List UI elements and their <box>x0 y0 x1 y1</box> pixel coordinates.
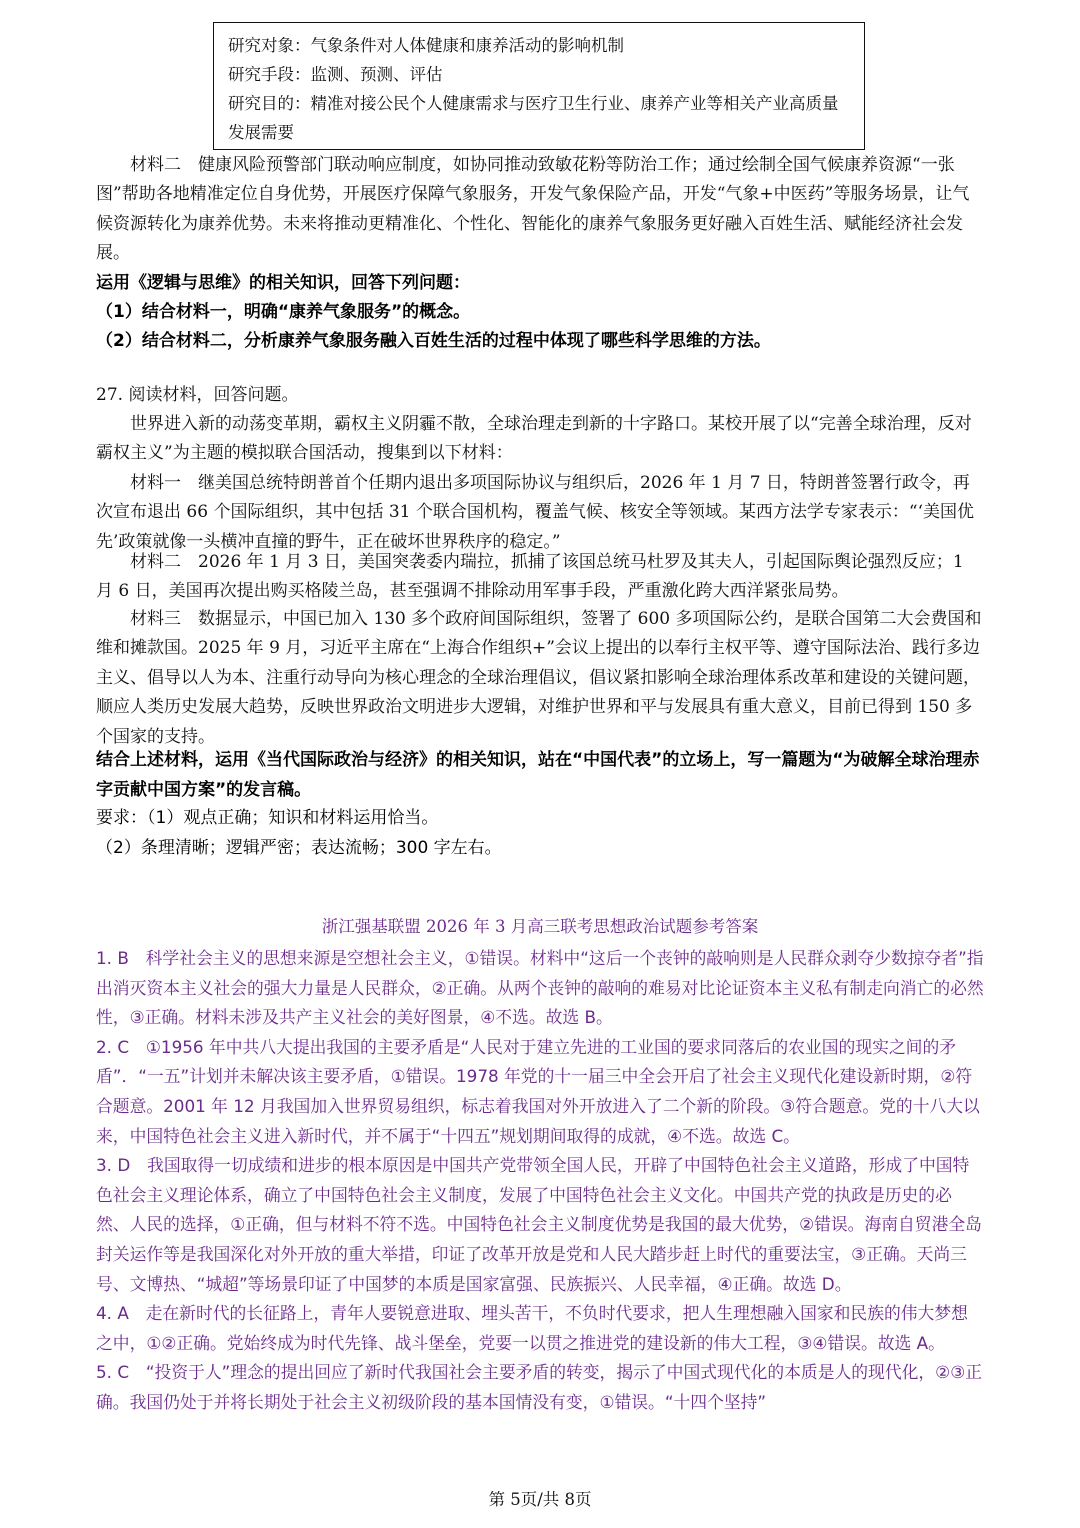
material-two-paragraph: 材料二 健康风险预警部门联动响应制度，如协同推动致敏花粉等防治工作；通过绘制全国气候康养资源“一张图”帮助各地精准定位自身优势，开展医疗保障气象服务，开发气象保险产品，开发“气象+中医药”等服务场景，让气候资源转化为康养优势。未来将推动更精准化、个性化、智能化的康养气象服务更好融入百姓生活、赋能经济社会发展。 <box>96 155 970 264</box>
answer-1: 1. B 科学社会主义的思想来源是空想社会主义，①错误。材料中“这后一个丧钟的敲响则是人民群众剥夺少数掠夺者”指出消灭资本主义社会的强大力量是人民群众，②正确。从两个丧钟的敲响的难易对比论证资本主义私有制走向消亡的必然性，③正确。材料未涉及共产主义社会的美好图景，④不选。故选 B。 <box>96 948 984 1028</box>
q27-material-3: 材料三 数据显示，中国已加入 130 多个政府间国际组织，签署了 600 多项国际公约，是联合国第二大会费国和维和摊款国。2025 年 9 月，习近平主席在“上海合作组织+”会议上提出的以奉行主权平等、遵守国际法治、践行多边主义、倡导以人为本、注重行动导向为核心理念的全球治理倡议，倡议紧扣影响全球治理体系改革和建设的关键问题，顺应人类历史发展大趋势，反映世界政治文明进步大逻辑，对维护世界和平与发展具有重大意义，目前已得到 150 多个国家的支持。 <box>96 609 982 747</box>
answer-2: 2. C ①1956 年中共八大提出我国的主要矛盾是“人民对于建立先进的工业国的要求同落后的农业国的现实之间的矛盾”．“一五”计划并未解决该主要矛盾，①错误。1978 年党的十一届三中全会开启了社会主义现代化建设新时期，②符合题意。2001 年 12 月我国加入世界贸易组织，标志着我国对外开放进入了二个新的阶段。③符合题意。党的十八大以来，中国特色社会主义进入新时代，并不属于“十四五”规划期间取得的成就，④不选。故选 C。 <box>96 1036 980 1146</box>
research-info-box <box>213 22 865 150</box>
answer-3: 3. D 我国取得一切成绩和进步的根本原因是中国共产党带领全国人民，开辟了中国特色社会主义道路，形成了中国特色社会主义理论体系，确立了中国特色社会主义制度，发展了中国特色社会主义文化。中国共产党的执政是历史的必然、人民的选择，①正确，但与材料不符不选。中国特色社会主义制度优势是我国的最大优势，②错误。海南自贸港全岛封关运作等是我国深化对外开放的重大举措，印证了改革开放是党和人民大踏步赶上时代的重要法宝，③正确。天尚三号、文博热、“城超”等场景印证了中国梦的本质是国家富强、民族振兴、人民幸福，④正确。故选 D。 <box>96 1155 982 1294</box>
box-line-object: 研究对象：气象条件对人体健康和康养活动的影响机制 <box>228 36 624 55</box>
q27-material-1: 材料一 继美国总统特朗普首个任期内退出多项国际协议与组织后，2026 年 1 月 7 日，特朗普签署行政令，再次宣布退出 66 个国际组织，其中包括 31 个联合国机构，覆盖气候、核安全等领域。某西方法学专家表示：“‘美国优先’政策就像一头横冲直撞的野牛，正在破坏世界秩序的稳定。” <box>96 473 974 552</box>
answer-list <box>96 944 984 1418</box>
q26-subquestion-1: （1）结合材料一，明确“康养气象服务”的概念。 <box>96 302 471 322</box>
answer-4: 4. A 走在新时代的长征路上，青年人要锐意进取、埋头苦干，不负时代要求，把人生理想融入国家和民族的伟大梦想之中，①②正确。党始终成为时代先锋、战斗堡垒，党要一以贯之推进党的建设新的伟大工程，③④错误。故选 A。 <box>96 1303 968 1353</box>
q26-prompt: 运用《逻辑与思维》的相关知识，回答下列问题： <box>96 273 470 293</box>
box-line-method: 研究手段：监测、预测、评估 <box>228 65 443 84</box>
q26-subquestion-2: （2）结合材料二，分析康养气象服务融入百姓生活的过程中体现了哪些科学思维的方法。 <box>96 331 771 351</box>
q27-task: 结合上述材料，运用《当代国际政治与经济》的相关知识，站在“中国代表”的立场上，写一篇题为“为破解全球治理赤字贡献中国方案”的发言稿。 <box>96 750 980 800</box>
answer-5: 5. C “投资于人”理念的提出回应了新时代我国社会主要矛盾的转变，揭示了中国式现代化的本质是人的现代化，②③正确。我国仍处于并将长期处于社会主义初级阶段的基本国情没有变，①错误。“十四个坚持” <box>96 1362 983 1412</box>
q27-heading: 27. 阅读材料，回答问题。 <box>96 385 299 405</box>
box-line-purpose: 研究目的：精准对接公民个人健康需求与医疗卫生行业、康养产业等相关产业高质量发展需要 <box>228 94 839 142</box>
q27-intro: 世界进入新的动荡变革期，霸权主义阴霾不散，全球治理走到新的十字路口。某校开展了以“完善全球治理，反对霸权主义”为主题的模拟联合国活动，搜集到以下材料： <box>96 414 972 464</box>
q27-material-2: 材料二 2026 年 1 月 3 日，美国突袭委内瑞拉，抓捕了该国总统马杜罗及其夫人，引起国际舆论强烈反应；1 月 6 日，美国再次提出购买格陵兰岛，甚至强调不排除动用军事手段，严重激化跨大西洋紧张局势。 <box>96 552 964 602</box>
page-footer: 第 5页/共 8页 <box>488 1490 592 1509</box>
q27-requirement-1: 要求：（1）观点正确；知识和材料运用恰当。 <box>96 808 439 828</box>
q27-requirement-2: （2）条理清晰；逻辑严密；表达流畅；300 字左右。 <box>96 838 502 858</box>
answer-key-title: 浙江强基联盟 2026 年 3 月高三联考思想政治试题参考答案 <box>321 917 759 936</box>
